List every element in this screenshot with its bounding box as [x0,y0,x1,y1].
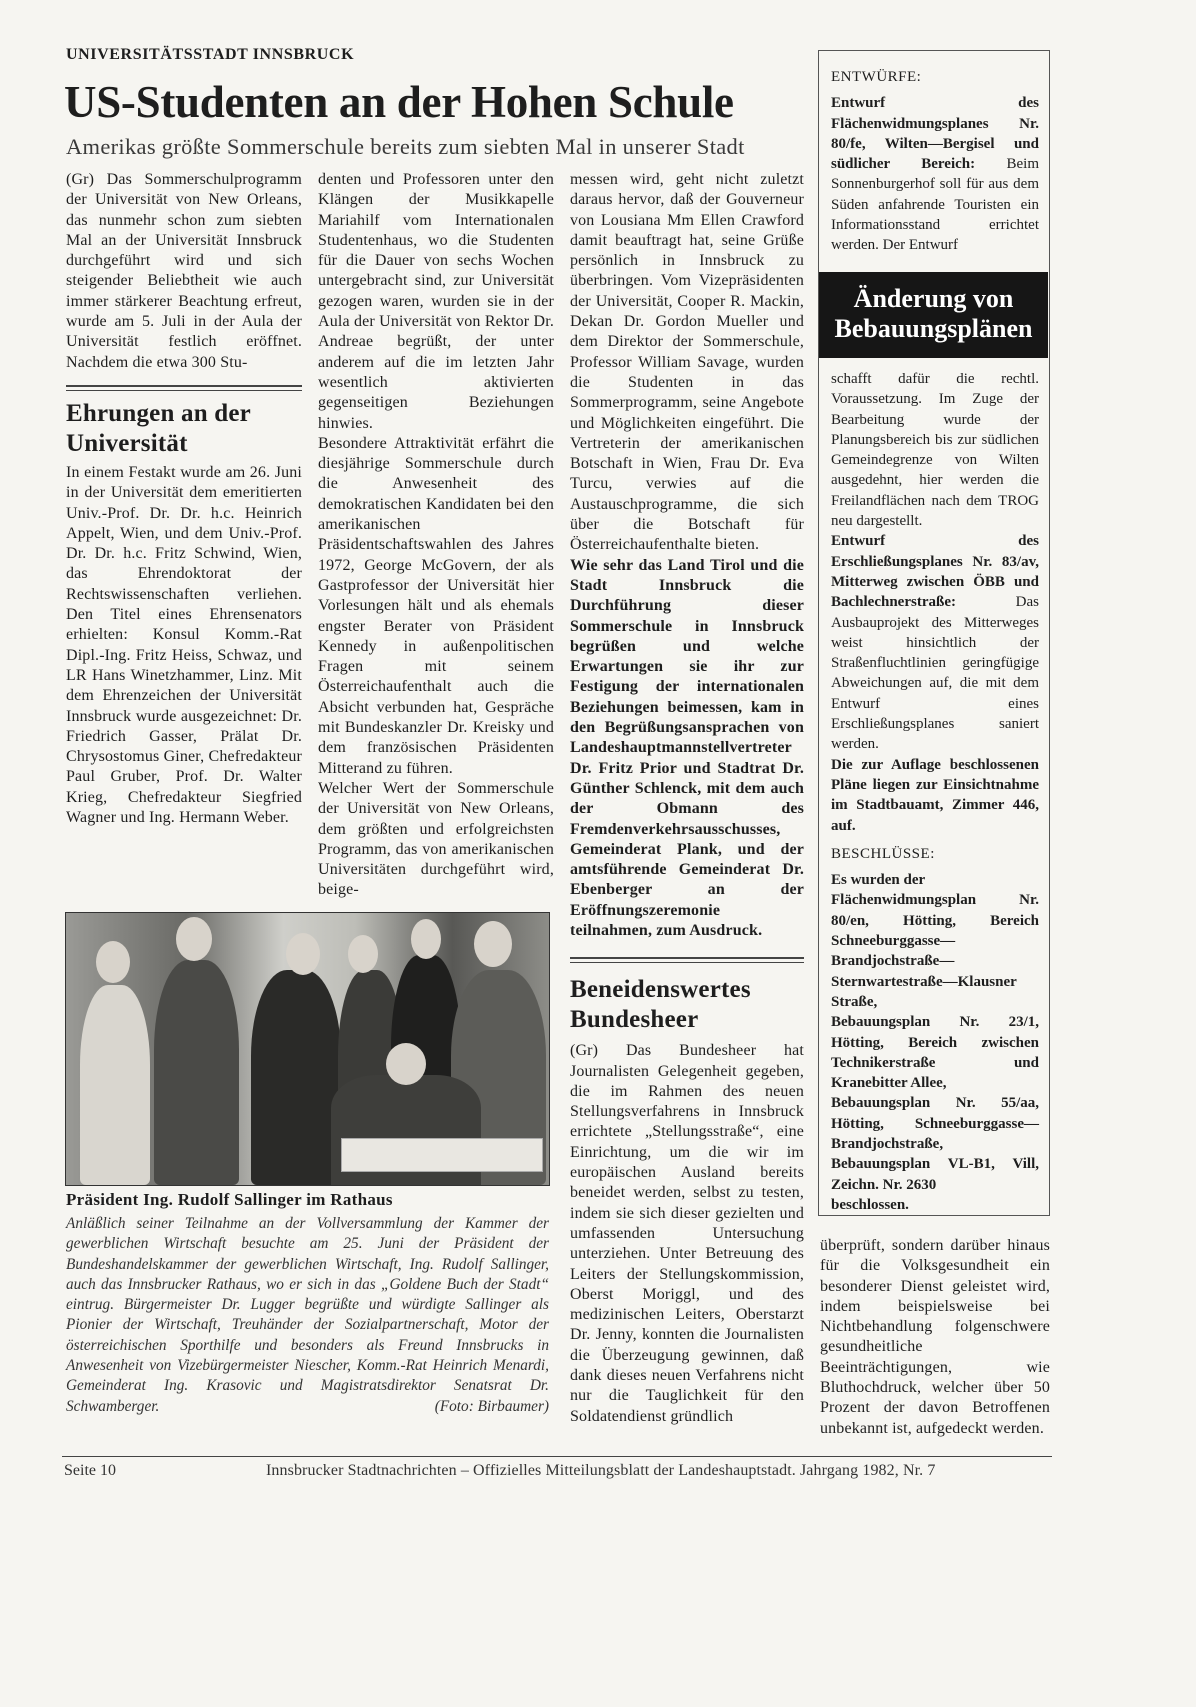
entwurf-1-continued: schafft dafür die rechtl. Voraussetzung. Im Zuge der Bearbeitung wurde der Planungsbereich bis zur südlichen Gemeindegrenze von Wilten ausgedehnt, hier werden die Freilandflächen nach dem TROG neu dargestellt. [831,371,1039,530]
section-divider [66,373,302,395]
column-2 [318,170,554,901]
column-1 [66,170,302,828]
beschluss-line: Es wurden der [831,872,926,889]
article-paragraph: messen wird, geht nicht zuletzt daraus hervor, daß der Gouverneur von Lousiana Mm Ellen Crawford damit beauftragt hat, seine Grüße persönlich in Innsbruck zu überbringen. Vom Vizepräsidenten der Universität, Cooper R. Mackin, Dekan Dr. Gordon Mueller und dem Direktor der Sommerschule, Professor William Savage, wurden die Studenten in das Sommerprogramm, seine Angebote und Möglichkeiten eingeführt. Die Vertreterin der amerikanischen Botschaft in Wien, Frau Dr. Eva Turcu, verwies auf die Austauschprogramme, die sich über die Botschaft für Österreichaufenthalte bieten. [570,171,804,554]
entwurf-2-text: Das Ausbauprojekt des Mitterweges weist hinsichtlich der Straßenfluchtlinien geringfügige Abweichungen auf, die mit dem Entwurf eines Erschließungsplanes saniert werden. [831,594,1039,753]
beschluss-line: Bebauungsplan Nr. 23/1, Hötting, Bereich zwischen Technikerstraße und Kranebitter Allee, [831,1014,1039,1092]
entwurf-1-title: Entwurf des Flächenwidmungsplanes Nr. 80/fe, Wilten—Bergisel und südlicher Bereich: [831,95,1039,173]
beschluss-line: beschlossen. [831,1196,909,1213]
subheadline: Amerikas größte Sommerschule bereits zum siebten Mal in unserer Stadt [66,134,745,159]
bundesheer-heading: Beneidenswertes Bundesheer [570,976,751,1034]
photo-caption [66,1214,549,1417]
beschluss-line: Bebauungsplan VL-B1, Vill, Zeichn. Nr. 2630 [831,1156,1039,1193]
entwurf-1-text: Beim Sonnenburgerhof soll für aus dem Süden anfahrende Touristen ein Informationsstand errichtet werden. Der Entwurf [831,156,1039,254]
article-paragraph: denten und Professoren unter den Klängen der Musikkapelle Mariahilf vom Internationalen Studentenhaus, wo die Studenten für die Dauer von sechs Wochen untergebracht sind, zur Universität gezogen waren, wurden sie in der Aula der Universität von Rektor Dr. Andreae begrüßt, der unter anderem auf die im letzten Jahr wesentlich aktivierten gegenseitigen Beziehungen hinwies. [318,171,554,432]
page-number: Seite 10 [64,1462,116,1479]
beschluss-line: Bebauungsplan Nr. 55/aa, Hötting, Schneeburggasse—Brandjochstraße, [831,1095,1039,1152]
entwuerfe-label: ENTWÜRFE: [831,69,922,85]
headline: US-Studenten an der Hohen Schule [64,77,734,127]
article-paragraph-bold: Wie sehr das Land Tirol und die Stadt Innsbruck die Durchführung dieser Sommerschule in Innsbruck begrüßen und welche Erwartungen sie ihr zur Festigung der internationalen Beziehungen beimessen, kam in den Begrüßungsansprachen von Landeshauptmannstellvertreter Dr. Fritz Prior und Stadtrat Dr. Günther Schlenck, mit dem auch der Obmann des Fremdenverkehrsausschusses, Gemeinderat Plank, und der amtsführende Gemeinderat Dr. Ebenberger an der Eröffnungszeremonie teilnahmen, zum Ausdruck. [570,556,804,939]
beschluss-line: Flächenwidmungsplan Nr. 80/en, Hötting, Bereich Schneeburggasse—Brandjochstraße—Sternwartestraße—Klausner Straße, [831,892,1039,1010]
article-paragraph: Welcher Wert der Sommerschule der Universität von New Orleans, dem größten und erfolgreichsten Programm, das von amerikanischen Universitäten durchgeführt wird, beige- [318,779,554,899]
photo-caption-text: Anläßlich seiner Teilnahme an der Vollversammlung der Kammer der gewerblichen Wirtschaft besuchte am 25. Juni der Präsident der Bundeshandelskammer der gewerblichen Wirtschaft, Ing. Rudolf Sallinger, auch das Innsbrucker Rathaus, wo er sich in das „Goldene Buch der Stadt“ eintrug. Bürgermeister Dr. Lugger begrüßte und würdigte Sallinger als Pionier der Wirtschaft, Treuhänder der Sozialpartnerschaft, Motor der österreichischen Sporthilfe und besonders als Freund Innsbrucks in Anwesenheit von Vizebürgermeister Niescher, Komm.-Rat Heinrich Menardi, Gemeinderat Ing. Krasovic und Magistratsdirektor Senatsrat Dr. Schwamberger. [66,1215,549,1415]
article-paragraph: Besondere Attraktivität erfährt die diesjährige Sommerschule durch die Anwesenheit des demokratischen Kandidaten bei den amerikanischen Präsidentschaftswahlen des Jahres 1972, George McGovern, der als Gastprofessor der Universität hier Vorlesungen hält und als ehemals engster Berater von Präsident Kennedy in außenpolitischen Fragen mit seinem Österreichaufenthalt auch die Absicht verbunden hat, Gespräche mit Bundeskanzler Dr. Kreisky und dem französischen Präsidenten Mitterand zu führen. [318,434,554,777]
section-divider [570,941,804,971]
news-photo [65,912,550,1186]
bundesheer-body: (Gr) Das Bundesheer hat Journalisten Gelegenheit gegeben, die im Rahmen des neuen Stellungsverfahrens in Innsbruck errichtete „Stellungsstraße“, eine Einrichtung, um die wir im europäischen Ausland bereits beneidet werden, selbst zu testen, indem sie sich dieser gezielten und umfassenden Untersuchung unterziehen. Unter Betreuung des Leiters der Stellungskommission, Oberst Moriggl, und des medizinischen Leiters, Oberstarzt Dr. Jenny, konnten die Journalisten die Überzeugung gewinnen, daß dank dieses neuen Verfahrens nicht nur die Tauglichkeit für den Soldatendienst gründlich [570,1042,804,1425]
column-4-bottom [820,1236,1050,1439]
ehrungen-heading: Ehrungen an der Universität [66,399,251,457]
column-3 [570,170,804,1427]
beschluesse-label: BESCHLÜSSE: [831,845,935,862]
footer-divider [62,1456,1052,1457]
entwurf-2-title: Entwurf des Erschließungsplanes Nr. 83/av, Mitterweg zwischen ÖBB und Bachlechnerstraße: [831,533,1039,611]
auflage-notice: Die zur Auflage beschlossenen Pläne liegen zur Einsichtnahme im Stadtbauamt, Zimmer 446, auf. [831,756,1039,834]
section-banner: Änderung von Bebauungsplänen [819,272,1048,358]
publication-line: Innsbrucker Stadtnachrichten – Offizielles Mitteilungsblatt der Landeshauptstadt. Jahrgang 1982, Nr. 7 [266,1462,936,1479]
bundesheer-body-continued: überprüft, sondern darüber hinaus für die Volksgesundheit ein besonderer Dienst geleistet wird, indem beispielsweise bei Nichtbehandlung folgenschwere gesundheitliche Beeinträchtigungen, wie Bluthochdruck, welcher über 50 Prozent der davon Betroffenen unbekannt ist, aufgedeckt werden. [820,1237,1050,1437]
announcements-box [818,50,1050,1216]
article-paragraph: (Gr) Das Sommerschulprogramm der Universität von New Orleans, das nunmehr schon zum siebten Mal an der Universität Innsbruck durchgeführt wird und sich steigender Beliebtheit wie auch immer stärkerer Beachtung erfreut, wurde am 5. Juli in der Aula der Universität festlich eröffnet. Nachdem die etwa 300 Stu- [66,171,302,371]
section-kicker: UNIVERSITÄTSSTADT INNSBRUCK [66,46,355,63]
photo-caption-title: Präsident Ing. Rudolf Sallinger im Rathaus [66,1190,393,1209]
ehrungen-body: In einem Festakt wurde am 26. Juni in der Universität dem emeritierten Univ.-Prof. Dr. Dr. h.c. Heinrich Appelt, Wien, und dem Univ.-Prof. Dr. Dr. h.c. Fritz Schwind, Wien, das Ehrendoktorat der Rechtswissenschaften verliehen. Den Titel eines Ehrensenators erhielten: Konsul Komm.-Rat Dipl.-Ing. Fritz Heiss, Schwaz, und LR Hans Winetzhammer, Linz. Mit dem Ehrenzeichen der Universität Innsbruck wurde ausgezeichnet: Dr. Friedrich Gasser, Prälat Dr. Chrysostomus Giner, Chefredakteur Paul Gruber, Prof. Dr. Walter Krieg, Chefredakteur Siegfried Wagner und Ing. Hermann Weber. [66,463,302,827]
photo-credit: (Foto: Birbaumer) [434,1397,549,1415]
